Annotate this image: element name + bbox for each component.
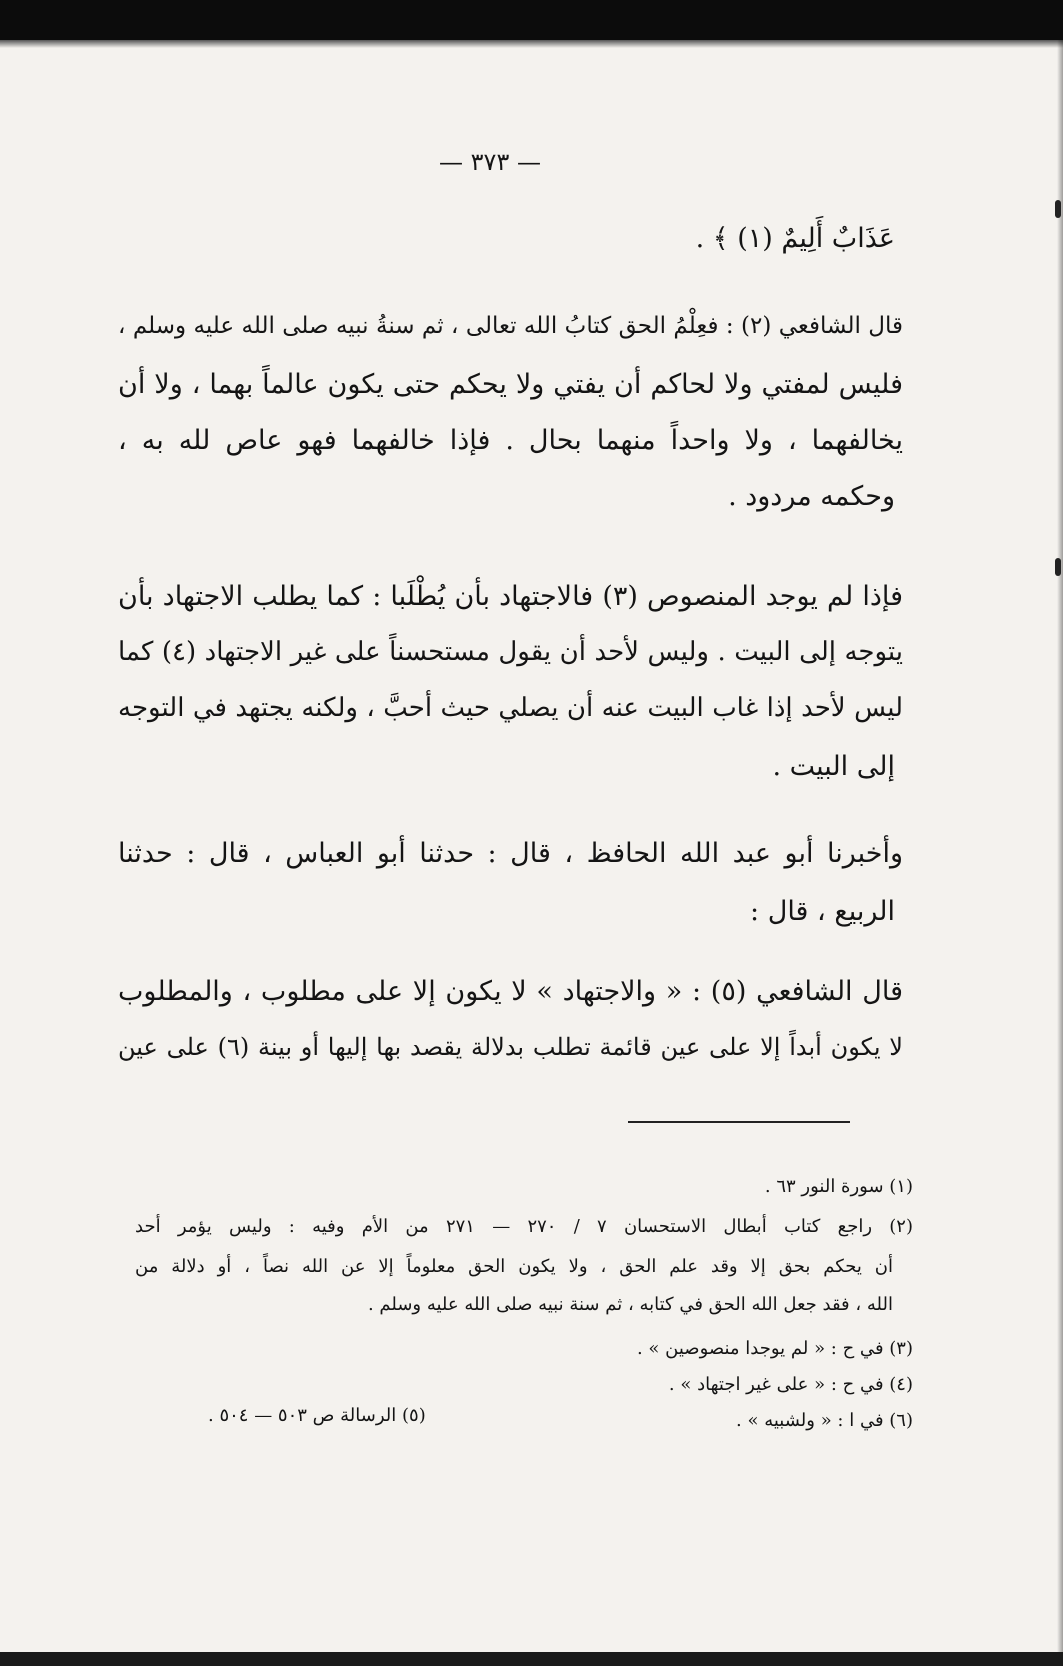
text-line: قال الشافعي (٥) : « والاجتهاد » لا يكون إلا على مطلوب ، والمطلوب bbox=[118, 976, 903, 1007]
text-line: الربيع ، قال : bbox=[750, 896, 895, 927]
text-line: وحكمه مردود . bbox=[728, 481, 895, 512]
text-line: إلى البيت . bbox=[772, 751, 895, 782]
page-number: — ٣٧٣ — bbox=[439, 148, 541, 176]
footnote: (٢) راجع كتاب أبطال الاستحسان ٧ / ٢٧٠ — ٢٧١ من الأم وفيه : وليس يؤمر أحد bbox=[135, 1216, 913, 1237]
footnote: (٣) في ح : « لم يوجدا منصوصين » . bbox=[636, 1338, 913, 1359]
footnote-separator bbox=[628, 1121, 850, 1123]
text-line: لا يكون أبداً إلا على عين قائمة تطلب بدلالة يقصد بها إليها أو بينة (٦) على عين bbox=[118, 1033, 903, 1061]
text-line: ليس لأحد إذا غاب البيت عنه أن يصلي حيث أحبَّ ، ولكنه يجتهد في التوجه bbox=[118, 693, 903, 723]
binding-mark bbox=[1055, 200, 1061, 218]
footnote: (١) سورة النور ٦٣ . bbox=[764, 1176, 913, 1197]
text-line: فليس لمفتي ولا لحاكم أن يفتي ولا يحكم حتى يكون عالماً بهما ، ولا أن bbox=[118, 369, 903, 400]
text-line: وأخبرنا أبو عبد الله الحافظ ، قال : حدثنا أبو العباس ، قال : حدثنا bbox=[118, 838, 903, 869]
scan-right-edge bbox=[1057, 40, 1063, 1652]
scan-top-border bbox=[0, 0, 1063, 40]
text-line: يخالفهما ، ولا واحداً منهما بحال . فإذا خالفهما فهو عاص لله به ، bbox=[118, 425, 903, 456]
footnote: (٦) في ا : « ولشبيه » . bbox=[736, 1410, 913, 1431]
text-line: قال الشافعي (٢) : فعِلْمُ الحق كتابُ الله تعالى ، ثم سنةُ نبيه صلى الله عليه وسلم ، bbox=[118, 313, 903, 339]
text-line: يتوجه إلى البيت . وليس لأحد أن يقول مستحسناً على غير الاجتهاد (٤) كما bbox=[118, 637, 903, 667]
binding-mark bbox=[1055, 558, 1061, 576]
text-line: فإذا لم يوجد المنصوص (٣) فالاجتهاد بأن يُطْلَبا : كما يطلب الاجتهاد بأن bbox=[118, 581, 903, 612]
footnote: الله ، فقد جعل الله الحق في كتابه ، ثم سنة نبيه صلى الله عليه وسلم . bbox=[367, 1294, 893, 1315]
footnote: أن يحكم بحق إلا وقد علم الحق ، ولا يكون الحق معلوماً إلا عن الله نصاً ، أو دلالة من bbox=[135, 1256, 893, 1277]
text-line: عَذَابٌ أَلِيمٌ (١) ﴾ . bbox=[695, 223, 895, 254]
scan-bottom-border bbox=[0, 1652, 1063, 1666]
footnote: (٥) الرسالة ص ٥٠٣ — ٥٠٤ . bbox=[208, 1405, 426, 1426]
footnote: (٤) في ح : « على غير اجتهاد » . bbox=[668, 1374, 913, 1395]
